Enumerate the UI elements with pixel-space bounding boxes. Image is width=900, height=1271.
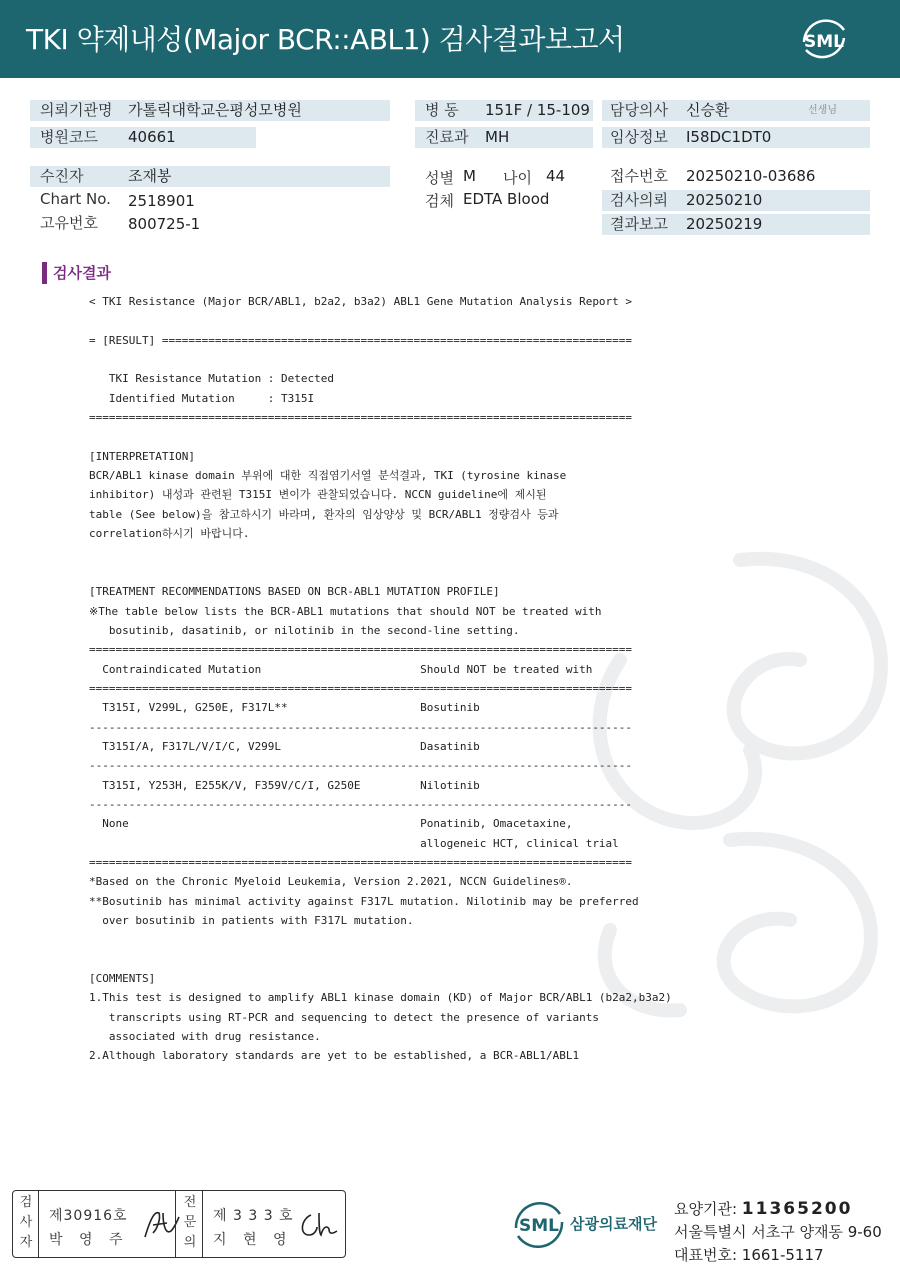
doctor-row bbox=[602, 100, 870, 121]
stamp-left-name: 박 영 주 bbox=[49, 1232, 129, 1248]
stamp-right-role-text: 전문의 bbox=[183, 1195, 197, 1250]
request-row bbox=[602, 190, 870, 211]
ward-value: 151F / 15-109 bbox=[485, 101, 590, 119]
institution-label: 의뢰기관명 bbox=[40, 101, 113, 119]
dept-row bbox=[415, 127, 593, 148]
footer-address: 서울특별시 서초구 양재동 9-60 bbox=[674, 1223, 882, 1241]
logo-text: SML bbox=[804, 32, 844, 52]
receipt-row bbox=[602, 166, 870, 187]
report-header bbox=[0, 0, 900, 78]
report-body: < TKI Resistance (Major BCR/ABL1, b2a2, b3a2) ABL1 Gene Mutation Analysis Report > = [RESULT] ======================================================================= TKI Resistance Mutation : Detected Identified Mutation : T315I ================================================================================== [INTERPRETATION] BCR/ABL1 kinase domain 부위에 대한 직접염기서열 분석결과, TKI (tyrosine kinase inhibitor) 내성과 관련된 T315I 변이가 관찰되었습니다. NCCN guideline에 제시된 table (See below)을 참고하시기 바라며, 환자의 임상양상 및 BCR/ABL1 정량검사 등과 correlation하시기 바랍니다. [TREATMENT RECOMMENDATIONS BASED ON BCR-ABL1 MUTATION PROFILE] ※The table below lists the BCR-ABL1 mutations that should NOT be treated with bosutinib, dasatinib, or nilotinib in the second-line setting. ================================================================================== Contraindicated Mutation Should NOT be treated with ================================================================================== T315I, V299L, G250E, F317L** Bosutinib ---------------------------------------------------------------------------------- T315I/A, F317L/V/I/C, V299L Dasatinib ---------------------------------------------------------------------------------- T315I, Y253H, E255K/V, F359V/C/I, G250E Nilotinib ---------------------------------------------------------------------------------- None Ponatinib, Omacetaxine, allogeneic HCT, clinical trial ================================================================================== *Based on the Chronic Myeloid Leukemia, Version 2.2021, NCCN Guidelines®. **Bosutinib has minimal activity against F317L mutation. Nilotinib may be preferred over bosutinib in patients with F317L mutation. [COMMENTS] 1.This test is designed to amplify ABL1 kinase domain (KD) of Major BCR/ABL1 (b2a2,b3a2) transcripts using RT-PCR and sequencing to detect the presence of variants associated with drug resistance. 2.Although laboratory standards are yet to be established, a BCR-ABL1/ABL1 bbox=[89, 295, 672, 1063]
specimen-label: 검체 bbox=[425, 192, 454, 210]
signature-right-icon bbox=[295, 1209, 339, 1243]
stamp-divider bbox=[38, 1191, 39, 1257]
ward-label: 병 동 bbox=[425, 101, 459, 119]
institution-row bbox=[30, 100, 390, 121]
age-value: 44 bbox=[546, 167, 566, 185]
doctor-label: 담당의사 bbox=[610, 101, 668, 119]
stamp-divider-2 bbox=[175, 1191, 176, 1257]
dept-label: 진료과 bbox=[425, 128, 469, 146]
stamp-right-role bbox=[179, 1193, 201, 1259]
id-value: 800725-1 bbox=[128, 215, 201, 233]
specimen-value: EDTA Blood bbox=[463, 190, 550, 208]
stamp-left-license: 제30916호 bbox=[49, 1208, 128, 1224]
footer-code-line bbox=[674, 1198, 852, 1219]
signature-stamp bbox=[12, 1190, 346, 1258]
footer-org-name: 삼광의료재단 bbox=[570, 1215, 657, 1233]
stamp-left-role-text: 검사자 bbox=[19, 1195, 33, 1250]
doctor-suffix: 선생님 bbox=[808, 105, 837, 116]
footer-phone-label: 대표번호: bbox=[674, 1246, 738, 1264]
sex-value: M bbox=[463, 167, 476, 185]
receipt-value: 20250210-03686 bbox=[686, 167, 816, 185]
footer-code-label: 요양기관: bbox=[674, 1200, 738, 1218]
request-value: 20250210 bbox=[686, 191, 763, 209]
footer-sml-logo-icon bbox=[510, 1198, 568, 1248]
dept-value: MH bbox=[485, 128, 510, 146]
id-label: 고유번호 bbox=[40, 214, 98, 232]
stamp-left-role bbox=[15, 1193, 37, 1259]
report-date-value: 20250219 bbox=[686, 215, 763, 233]
stamp-right-name: 지 현 영 bbox=[213, 1232, 293, 1248]
report-title: TKI 약제내성(Major BCR::ABL1) 검사결과보고서 bbox=[26, 23, 625, 56]
request-label: 검사의뢰 bbox=[610, 191, 668, 209]
footer-phone-value: 1661-5117 bbox=[741, 1246, 824, 1264]
sml-logo-icon bbox=[796, 14, 852, 64]
report-date-label: 결과보고 bbox=[610, 215, 668, 233]
chart-value: 2518901 bbox=[128, 192, 195, 210]
clinical-row bbox=[602, 127, 870, 148]
ward-row bbox=[415, 100, 593, 121]
hospital-code-row bbox=[30, 127, 256, 148]
clinical-value: I58DC1DT0 bbox=[686, 128, 772, 146]
clinical-label: 임상정보 bbox=[610, 128, 668, 146]
receipt-label: 접수번호 bbox=[610, 167, 668, 185]
hospital-code-label: 병원코드 bbox=[40, 128, 98, 146]
age-label: 나이 bbox=[503, 169, 532, 187]
section-title: 검사결과 bbox=[42, 262, 111, 284]
chart-label: Chart No. bbox=[40, 190, 111, 208]
hospital-code-value: 40661 bbox=[128, 128, 176, 146]
footer-code-value: 11365200 bbox=[741, 1199, 853, 1219]
doctor-value: 신승환 bbox=[686, 101, 730, 119]
patient-value: 조재봉 bbox=[128, 167, 172, 185]
patient-row bbox=[30, 166, 390, 187]
stamp-divider-3 bbox=[202, 1191, 203, 1257]
stamp-right-license: 제 3 3 3 호 bbox=[213, 1208, 294, 1224]
institution-value: 가톨릭대학교은평성모병원 bbox=[128, 101, 302, 119]
sex-label: 성별 bbox=[425, 169, 454, 187]
report-date-row bbox=[602, 214, 870, 235]
footer-phone-line bbox=[674, 1244, 824, 1265]
footer-logo-text: SML bbox=[519, 1216, 559, 1236]
patient-label: 수진자 bbox=[40, 167, 84, 185]
